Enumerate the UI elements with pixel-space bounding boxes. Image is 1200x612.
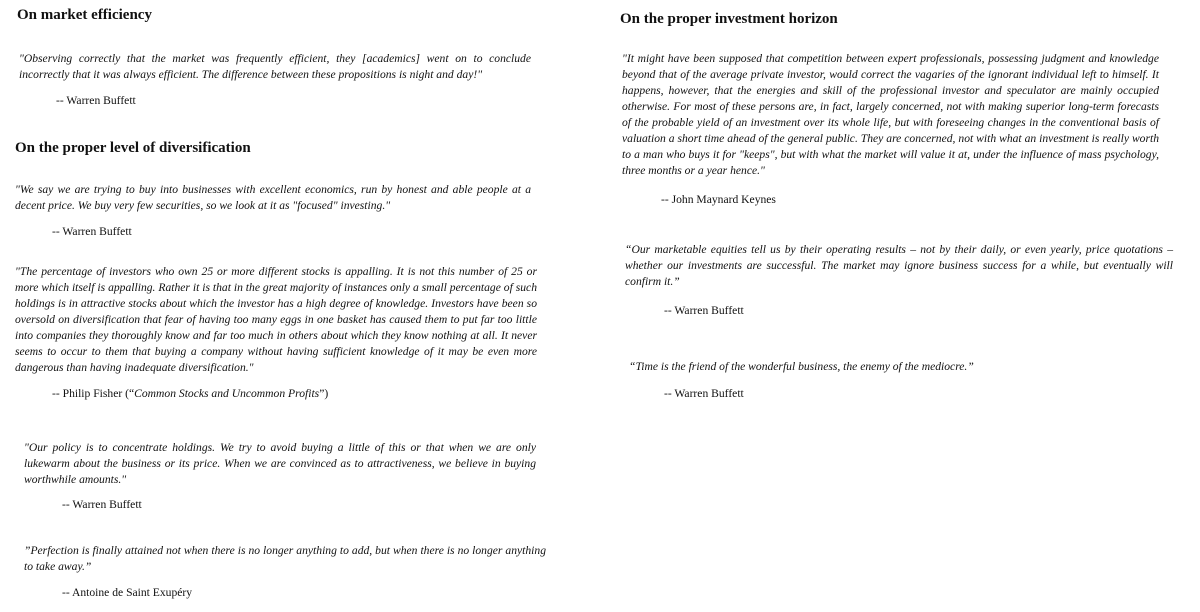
- attribution-keynes: -- John Maynard Keynes: [661, 193, 776, 206]
- quote-concentrate-holdings: "Our policy is to concentrate holdings. We try to avoid buying a little of this or that when we are only lukewarm about the business or its price. When we are convinced as to attractiveness, we believe in buying worthwhile amounts.": [24, 441, 536, 486]
- heading-diversification: On the proper level of diversification: [15, 140, 251, 156]
- quote-philip-fisher: "The percentage of investors who own 25 or more different stocks is appalling. It is not this number of 25 or more which itself is appalling. Rather it is that in the great majority of instances only a small percentage of such holdings is in attractive stocks about which the investor has a high degree of knowledge. Investors have been so oversold on diversification that fear of having too many eggs in one basket has caused them to put far too little into companies they thoroughly know and far too much in others about which they know nothing at all. It never seems to occur to them that buying a company without having sufficient knowledge of it may be even more dangerous than having inadequate diversification.": [15, 265, 537, 374]
- attribution-market-efficiency: -- Warren Buffett: [56, 94, 136, 107]
- quote-time-friend: “Time is the friend of the wonderful business, the enemy of the mediocre.”: [629, 360, 974, 373]
- attribution-marketable-equities: -- Warren Buffett: [664, 304, 744, 317]
- heading-investment-horizon: On the proper investment horizon: [620, 11, 838, 27]
- quote-keynes: "It might have been supposed that competition between expert professionals, possessing judgment and knowledge beyond that of the average private investor, would correct the vagaries of the ignorant individual left to himself. It happens, however, that the energies and skill of the professional investor and speculator are mainly occupied otherwise. For most of these persons are, in fact, largely concerned, not with making superior long-term forecasts of the probable yield of an investment over its whole life, but with foreseeing changes in the conventional basis of valuation a short time ahead of the general public. They are concerned, not with what an investment is really worth to a man who buys it for "keeps", but with what the market will value it at, under the influence of mass psychology, three months or a year hence.": [622, 52, 1159, 177]
- heading-market-efficiency: On market efficiency: [17, 7, 152, 23]
- attribution-author-suffix: ”): [319, 387, 329, 400]
- quote-marketable-equities: “Our marketable equities tell us by their operating results – not by their daily, or even yearly, price quotations – whether our investments are successful. The market may ignore business success for a while, but eventually will confirm it.”: [625, 243, 1173, 288]
- book-title: Common Stocks and Uncommon Profits: [134, 387, 320, 400]
- attribution-philip-fisher: [52, 386, 328, 402]
- attribution-focused-investing: -- Warren Buffett: [52, 225, 132, 238]
- attribution-perfection: -- Antoine de Saint Exupéry: [62, 586, 193, 599]
- quote-focused-investing: "We say we are trying to buy into businesses with excellent economics, run by honest and able people at a decent price. We buy very few securities, so we look at it as "focused" investing.": [15, 183, 531, 212]
- attribution-concentrate-holdings: -- Warren Buffett: [62, 498, 142, 511]
- attribution-author-prefix: -- Philip Fisher (“: [52, 387, 135, 400]
- quote-market-efficiency: "Observing correctly that the market was frequently efficient, they [academics] went on to conclude incorrectly that it was always efficient. The difference between these propositions is night and day!": [19, 52, 531, 81]
- attribution-time-friend: -- Warren Buffett: [664, 387, 744, 400]
- quote-perfection: ”Perfection is finally attained not when there is no longer anything to add, but when there is no longer anything to take away.”: [24, 544, 546, 573]
